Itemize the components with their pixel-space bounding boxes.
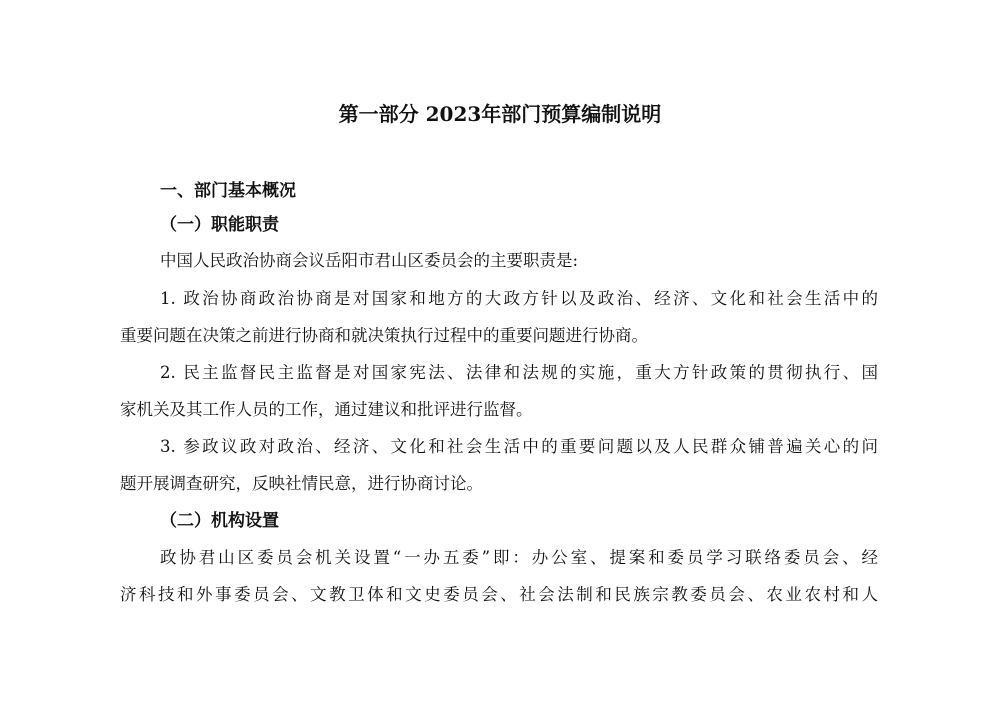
duty-item-3-line-1: 3. 参政议政对政治、经济、文化和社会生活中的重要问题以及人民群众铺普遍关心的问 <box>160 437 878 456</box>
duty-item-3-line-2: 题开展调查研究，反映社情民意，进行协商讨论。 <box>120 474 483 493</box>
duty-item-1-line-2: 重要问题在决策之前进行协商和就决策执行过程中的重要问题进行协商。 <box>120 326 648 345</box>
duty-item-2-line-1: 2. 民主监督民主监督是对国家宪法、法律和法规的实施，重大方针政策的贯彻执行、国 <box>160 363 878 382</box>
subsection-heading-organization: （二）机构设置 <box>160 511 279 531</box>
duty-item-1-line-1: 1. 政治协商政治协商是对国家和地方的大政方针以及政治、经济、文化和社会生活中的 <box>160 289 878 308</box>
organization-line-1: 政协君山区委员会机关设置“一办五委”即：办公室、提案和委员学习联络委员会、经 <box>160 548 878 567</box>
subsection-heading-duties: （一）职能职责 <box>160 215 279 235</box>
page-title: 第一部分 2023年部门预算编制说明 <box>338 102 662 126</box>
duties-intro: 中国人民政治协商会议岳阳市君山区委员会的主要职责是: <box>160 251 579 270</box>
duty-item-2-line-2: 家机关及其工作人员的工作，通过建议和批评进行监督。 <box>120 400 533 419</box>
organization-line-2: 济科技和外事委员会、文教卫体和文史委员会、社会法制和民族宗教委员会、农业农村和人 <box>120 585 878 604</box>
section-heading-basic-overview: 一、部门基本概况 <box>160 181 296 201</box>
